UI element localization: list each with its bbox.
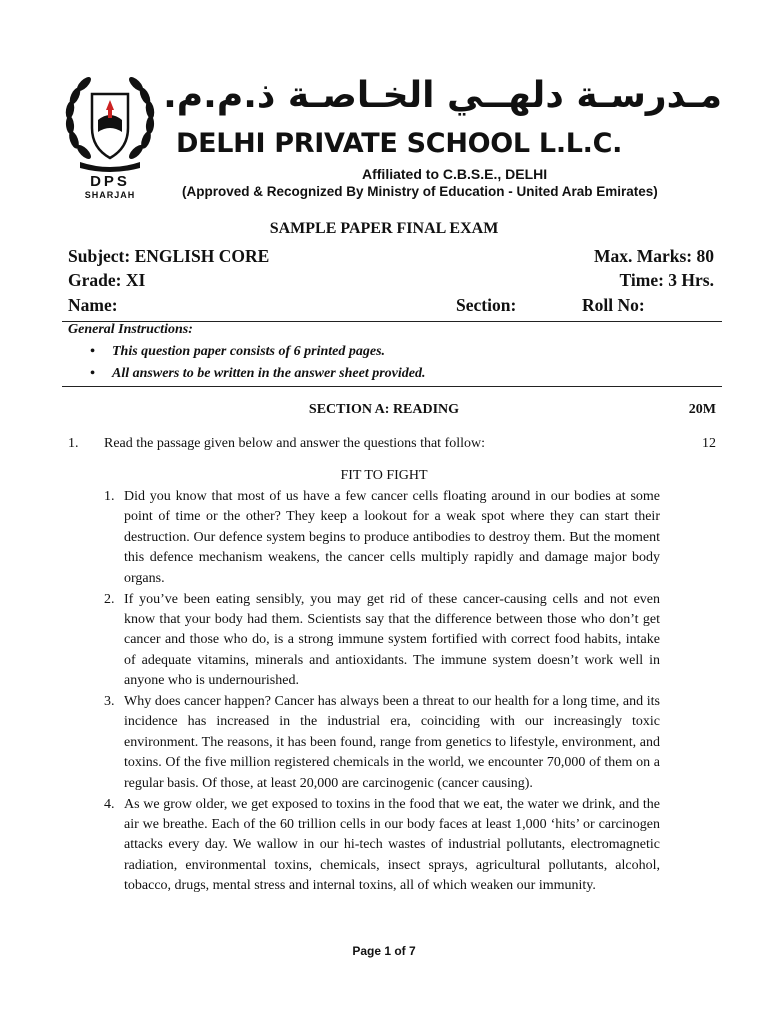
school-name: DELHI PRIVATE SCHOOL L.L.C. xyxy=(176,128,623,159)
paragraph-number: 4. xyxy=(104,796,115,812)
approval-line: (Approved & Recognized By Ministry of Education - United Arab Emirates) xyxy=(182,184,658,199)
logo-caption xyxy=(62,174,158,200)
instructions-list xyxy=(88,343,425,387)
instruction-text: All answers to be written in the answer sheet provided. xyxy=(112,366,426,381)
roll-no-label: Roll No: xyxy=(582,295,645,315)
passage-title: FIT TO FIGHT xyxy=(340,468,428,483)
question-text: Read the passage given below and answer the questions that follow: xyxy=(104,436,486,451)
instruction-text: This question paper consists of 6 printed pages. xyxy=(112,344,386,359)
divider-bottom xyxy=(62,386,722,387)
paragraph-text: Did you know that most of us have a few cancer cells floating around in our bodies at some point of time or the other? They keep a lookout for a weak spot where they can start their destruction. Our defence system begins to produce antibodies to destroy them. But the moment this defence mechanism weakens, the cancer cells multiply rapidly and damage major body organs. xyxy=(124,489,660,586)
section-label: Section: xyxy=(456,295,517,315)
list-item xyxy=(104,487,660,589)
list-item xyxy=(104,590,660,692)
info-row-name xyxy=(68,295,714,316)
logo-abbreviation: DPS xyxy=(90,173,130,190)
list-item xyxy=(104,795,660,897)
max-marks-label: Max. Marks: 80 xyxy=(593,246,714,266)
page-footer: Page 1 of 7 xyxy=(352,944,416,958)
logo-city: SHARJAH xyxy=(84,190,136,200)
affiliation-line: Affiliated to C.B.S.E., DELHI xyxy=(362,166,548,182)
paragraph-text: Why does cancer happen? Cancer has always been a threat to our health for a long time, and its incidence has increased in the industrial era, coinciding with our increasingly toxic environment. The reasons, it has been found, range from genetics to lifestyle, environment, and toxins. Of the five million registered chemicals in the world, we encounter 70,000 of them on a regular basis. Of those, at least 20,000 are carcinogenic (cancer causing). xyxy=(124,694,660,791)
info-row-subject xyxy=(68,246,714,267)
name-label: Name: xyxy=(68,295,118,315)
section-heading: SECTION A: READING xyxy=(308,402,460,417)
list-item xyxy=(104,692,660,794)
section-marks: 20M xyxy=(688,402,716,417)
subject-label: Subject: ENGLISH CORE xyxy=(68,246,270,266)
school-logo xyxy=(62,70,172,210)
time-label: Time: 3 Hrs. xyxy=(619,270,714,290)
grade-label: Grade: XI xyxy=(68,270,146,290)
paragraph-text: As we grow older, we get exposed to toxins in the food that we eat, the water we drink, and the air we breathe. Each of the 60 trillion cells in our body faces at least 1,000 ‘hits’ or carcinogen attacks every day. We wallow in our hi-tech wastes of industrial pollutants, electromagnetic radiation, environmental toxins, chemicals, insect sprays, agricultural pollutants, alcohol, tobacco, drugs, mental stress and internal toxins, all of which weaken our immunity. xyxy=(124,796,660,894)
bullet-icon: • xyxy=(90,344,95,359)
question-marks: 12 xyxy=(702,436,716,451)
letterhead xyxy=(62,70,722,210)
info-row-grade xyxy=(68,270,714,291)
paragraph-number: 2. xyxy=(104,591,115,607)
paragraph-text: If you’ve been eating sensibly, you may get rid of these cancer-causing cells and not even know that your body had them. Scientists say that the difference between those who don’t get cancer and those who do, is a strong immune system fortified with correct food habits, intake of adequate vitamins, minerals and antioxidants. The immune system doesn’t work well in anyone who is undernourished. xyxy=(124,591,660,689)
paragraph-number: 3. xyxy=(104,694,115,710)
instructions-title: General Instructions: xyxy=(68,322,193,337)
bullet-icon: • xyxy=(90,366,95,381)
list-item xyxy=(88,365,425,387)
passage-paragraphs xyxy=(104,487,660,897)
paragraph-number: 1. xyxy=(104,489,115,504)
laurel-crest-icon xyxy=(62,70,172,174)
question-number: 1. xyxy=(68,436,79,451)
school-name-arabic: مـدرسـة دلهــي الخـاصـة ذ.م.م. xyxy=(163,75,722,116)
list-item xyxy=(88,343,425,365)
exam-title: SAMPLE PAPER FINAL EXAM xyxy=(269,220,499,237)
